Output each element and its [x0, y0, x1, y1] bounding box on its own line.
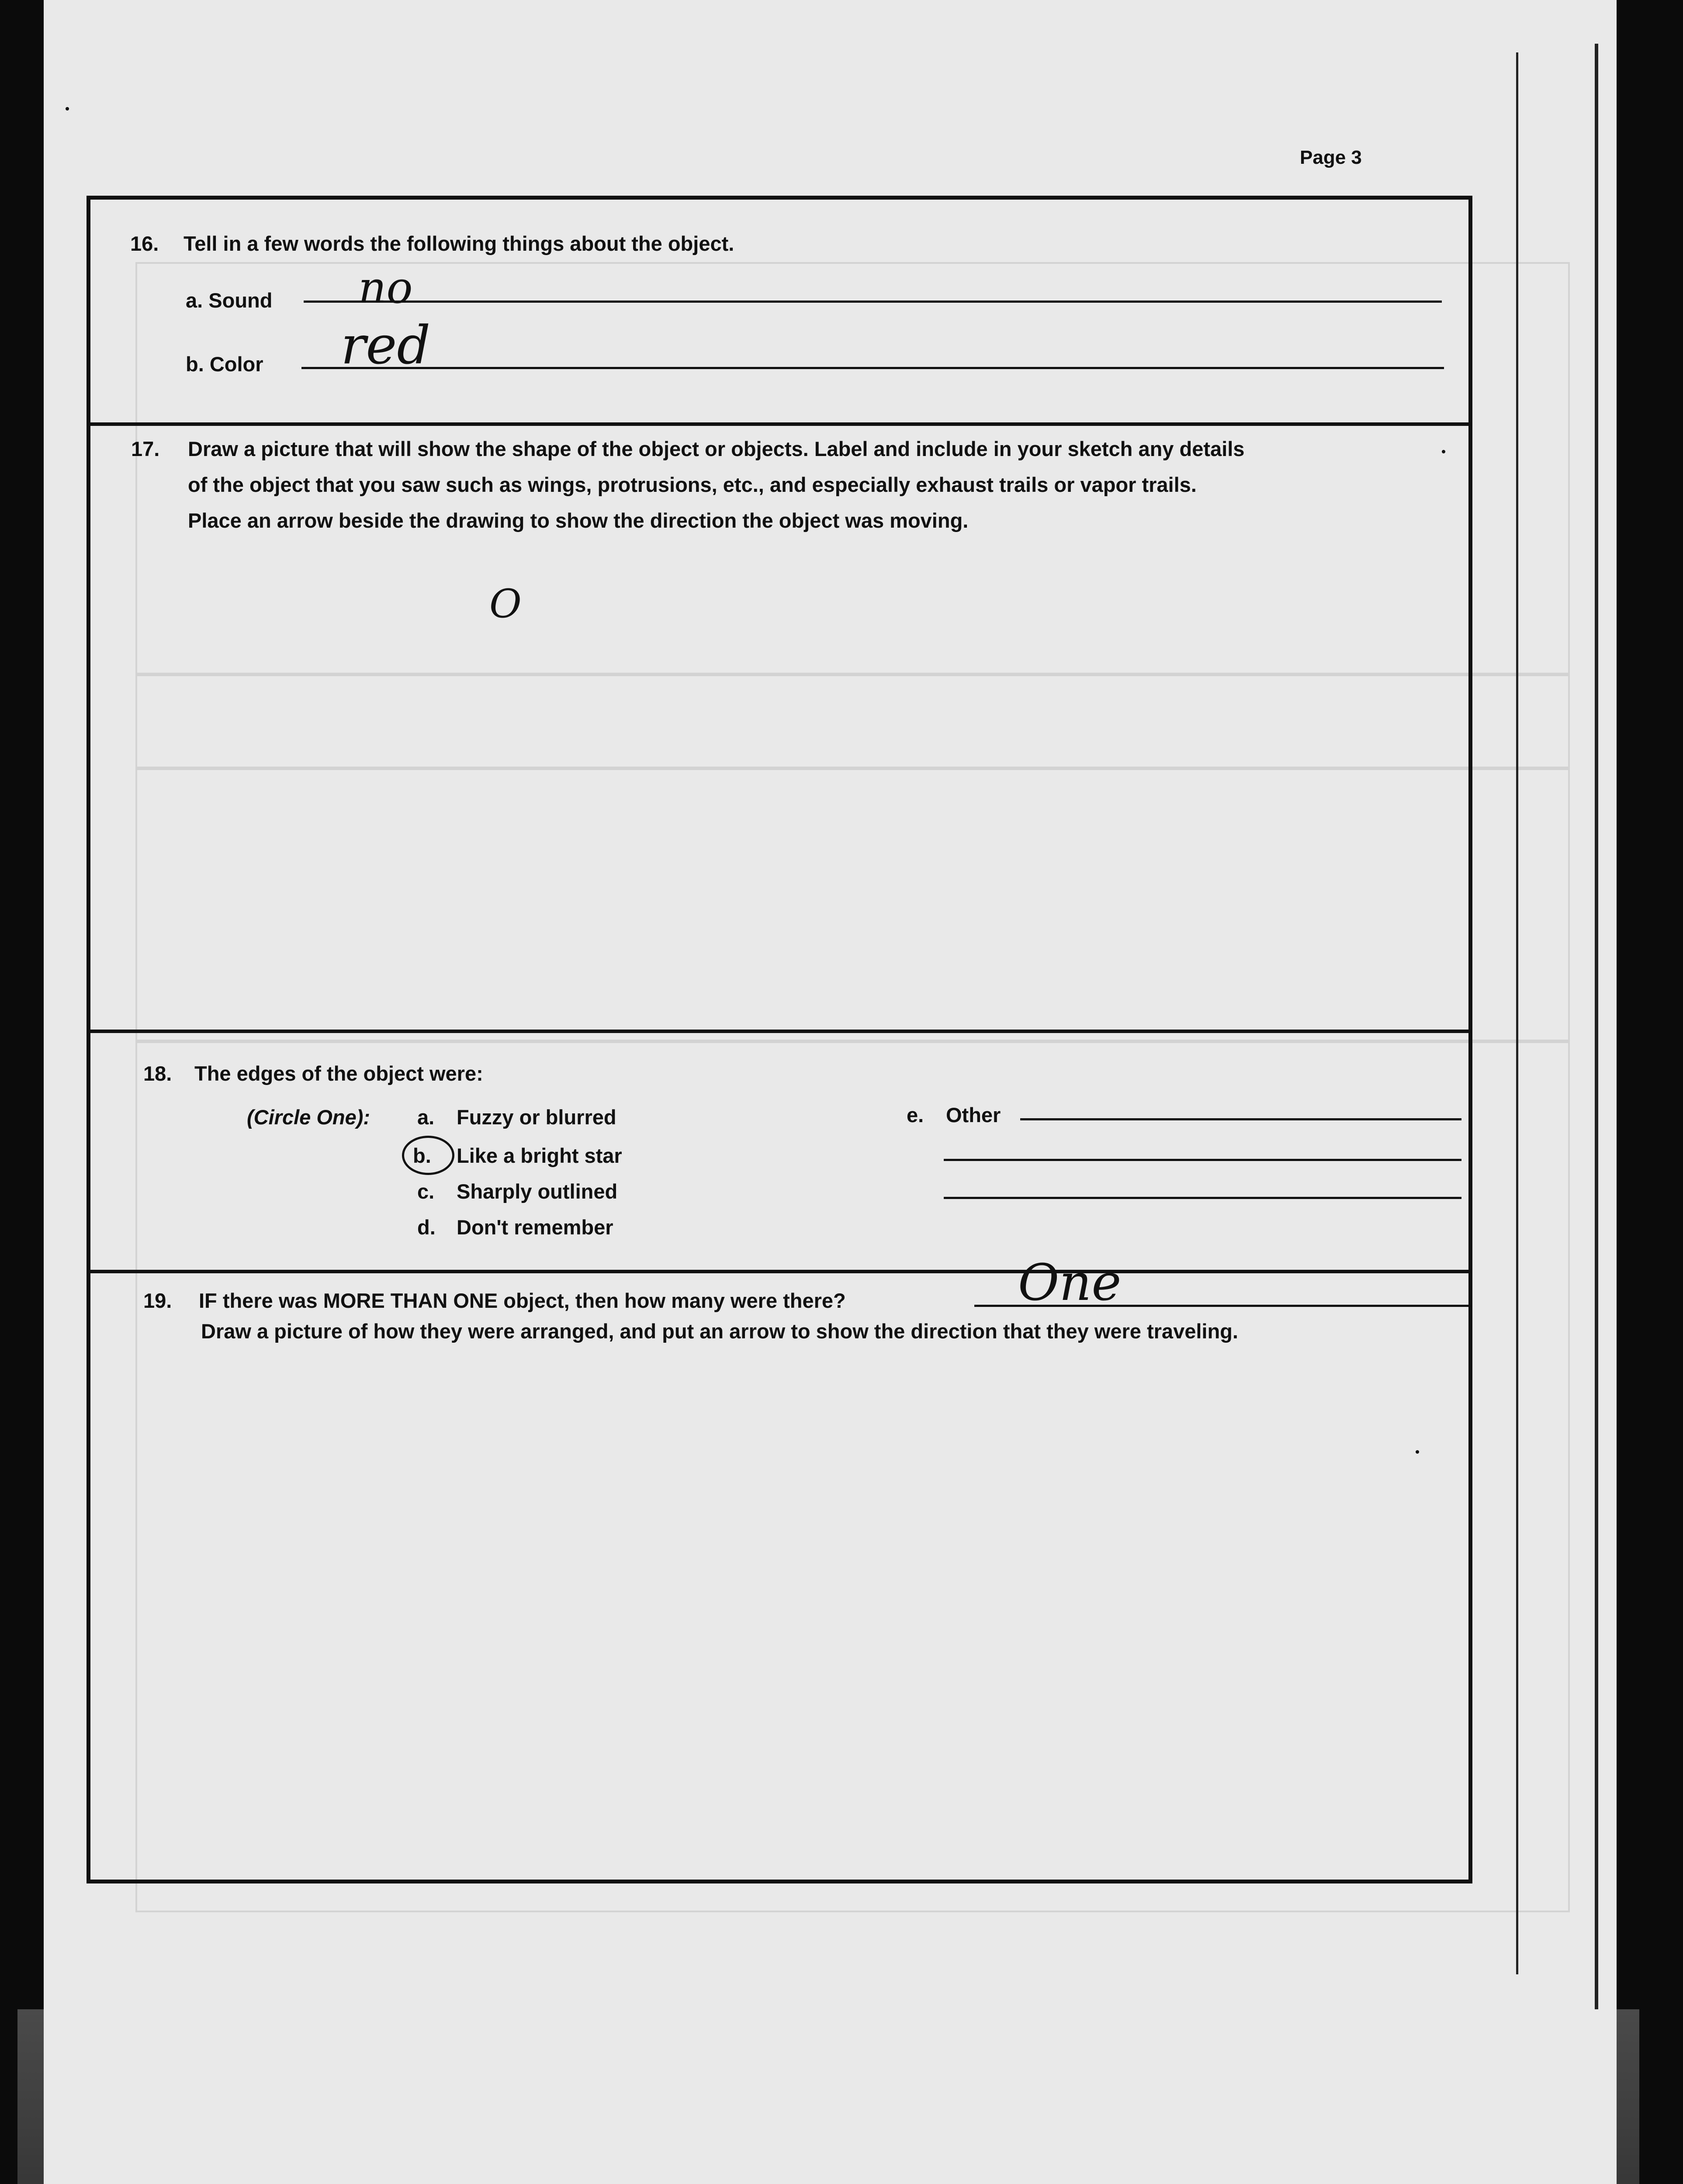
sound-field[interactable] [304, 301, 1442, 303]
scan-speck [66, 107, 69, 111]
other-field-2[interactable] [944, 1159, 1461, 1161]
question-text-line-1: Draw a picture that will show the shape of the object or objects. Label and include in your sketch any details [188, 437, 1245, 460]
sound-label: a. Sound [186, 289, 273, 312]
section-divider [90, 422, 1468, 426]
other-field-1[interactable] [1020, 1118, 1461, 1120]
option-letter-a: a. [417, 1106, 435, 1129]
other-field-3[interactable] [944, 1197, 1461, 1199]
selection-circle [402, 1136, 454, 1175]
option-letter-e: e. [907, 1103, 924, 1127]
option-a-fuzzy[interactable]: Fuzzy or blurred [457, 1106, 616, 1129]
question-text-line-1: IF there was MORE THAN ONE object, then how many were there? [199, 1289, 846, 1312]
option-letter-b: b. [413, 1144, 431, 1167]
question-text: Tell in a few words the following things about the object. [184, 232, 734, 255]
question-number: 19. [143, 1289, 172, 1312]
option-d-dont-remember[interactable]: Don't remember [457, 1216, 613, 1239]
sound-answer[interactable]: no [358, 262, 413, 313]
option-b-bright-star[interactable]: Like a bright star [457, 1144, 622, 1167]
question-number: 18. [143, 1062, 172, 1085]
scan-speck [1442, 450, 1445, 453]
scan-speck [1416, 1450, 1419, 1454]
question-text: The edges of the object were: [194, 1062, 483, 1085]
count-answer[interactable]: One [1018, 1254, 1122, 1312]
color-label: b. Color [186, 352, 263, 376]
arrangement-sketch-area[interactable] [92, 1354, 1468, 1874]
question-number: 17. [131, 437, 160, 460]
question-number: 16. [130, 232, 159, 255]
question-text-line-2: Draw a picture of how they were arranged, and put an arrow to show the direction that they were traveling. [201, 1320, 1238, 1343]
paper-edge-line [1595, 44, 1598, 2009]
question-text-line-2: of the object that you saw such as wings, protrusions, etc., and especially exhaust trails or vapor trails. [188, 473, 1197, 496]
page-number: Page 3 [1300, 147, 1362, 168]
section-divider [90, 1270, 1468, 1273]
sketch-drawing: O [489, 581, 522, 627]
color-answer[interactable]: red [341, 315, 431, 376]
option-letter-d: d. [417, 1216, 436, 1239]
sketch-area[interactable] [92, 542, 1468, 1040]
paper-edge-line [1516, 52, 1518, 1974]
option-c-sharp[interactable]: Sharply outlined [457, 1180, 618, 1203]
color-field[interactable] [301, 367, 1444, 369]
circle-one-instruction: (Circle One): [247, 1106, 371, 1129]
question-text-line-3: Place an arrow beside the drawing to show the direction the object was moving. [188, 509, 969, 532]
option-e-other-label: Other [946, 1103, 1001, 1127]
option-letter-c: c. [417, 1180, 435, 1203]
